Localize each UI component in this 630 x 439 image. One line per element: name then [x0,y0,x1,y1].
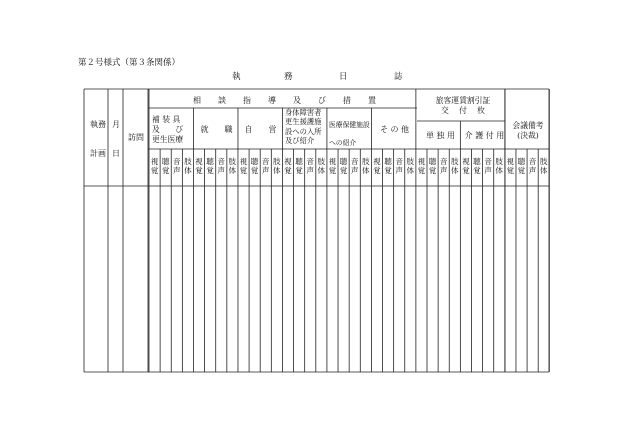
subcol-shitai: 肢体 [450,157,459,176]
subcol-choukaku: 聴覚 [384,157,392,176]
header-ryokaku-waribiki: 旅客運賃割引証 交 付 枚 [435,96,491,115]
title-char-2: 務 [284,72,293,82]
subcol-onsei: 音声 [439,157,448,176]
subcol-shikaku: 視覚 [195,157,203,176]
subcol-choukaku: 聴覚 [339,157,348,176]
subcol-onsei: 音声 [172,157,181,176]
header-kaigo: 介 護 付 用 [464,131,505,140]
header-tandoku: 単 独 用 [425,131,456,140]
subcol-shitai: 肢体 [273,157,281,176]
subcol-onsei: 音声 [484,157,492,176]
header-hosougu: 補 装 具 及 び 更生医療 [152,115,184,144]
subcol-shikaku: 視覚 [462,157,470,176]
subcol-choukaku: 聴覚 [161,157,170,176]
soudan-char-1: 相 [193,96,201,105]
title-char-4: 誌 [394,72,403,82]
subcol-shikaku: 視覚 [373,157,381,176]
subcol-choukaku: 聴覚 [206,157,214,176]
subcol-onsei: 音声 [528,157,537,176]
subcol-shitai: 肢体 [361,157,370,176]
subcol-shikaku: 視覚 [239,157,248,176]
soudan-char-6: び [318,96,326,105]
subcol-choukaku: 聴覚 [473,157,481,176]
header-kaigi-bikou: 会議備考 (決裁) [512,121,544,140]
header-tsuki: 月 [112,120,120,129]
header-sonota: そ の 他 [379,125,410,134]
subcol-shikaku: 視覚 [328,157,337,176]
header-shuushoku: 就 職 [200,125,233,134]
form-number: 第２号様式（第３条関係） [78,58,181,68]
soudan-char-8: 置 [368,96,376,105]
subcol-choukaku: 聴覚 [428,157,437,176]
soudan-char-7: 措 [343,96,351,105]
subcol-shitai: 肢体 [184,157,192,176]
subcol-onsei: 音声 [306,157,314,176]
subcol-shitai: 肢体 [317,157,326,176]
subcol-shikaku: 視覚 [506,157,515,176]
soudan-char-2: 談 [218,96,226,105]
title-char-1: 執 [232,72,241,82]
soudan-char-5: 及 [293,96,301,105]
subcol-onsei: 音声 [261,157,270,176]
title-char-3: 日 [339,72,348,82]
subcol-shikaku: 視覚 [417,157,426,176]
header-shisetsu: 身体障害者 更生援護施 設への入所 及び紹介 [285,108,322,146]
header-hi: 日 [112,149,120,158]
subcol-shitai: 肢体 [228,157,237,176]
soudan-char-3: 指 [243,96,251,105]
subcol-shitai: 肢体 [406,157,415,176]
subcol-onsei: 音声 [217,157,226,176]
subcol-choukaku: 聴覚 [517,157,526,176]
subcol-onsei: 音声 [395,157,403,176]
header-keikaku: 計画 [90,149,106,158]
header-houmon: 訪問 [128,133,144,142]
subcol-shitai: 肢体 [495,157,504,176]
subcol-shikaku: 視覚 [284,157,292,176]
subcol-choukaku: 聴覚 [295,157,303,176]
subcol-shitai: 肢体 [539,157,548,176]
header-soudan-shidou-sochi [0,97,630,107]
header-iryou: 医療保健施設 への紹介 [329,121,370,147]
subcol-onsei: 音声 [350,157,359,176]
subcol-choukaku: 聴覚 [250,157,259,176]
soudan-char-4: 導 [268,96,276,105]
subcol-shikaku: 視覚 [150,157,159,176]
header-jiei: 自 営 [244,125,277,134]
header-shitsumu: 執務 [90,120,106,129]
